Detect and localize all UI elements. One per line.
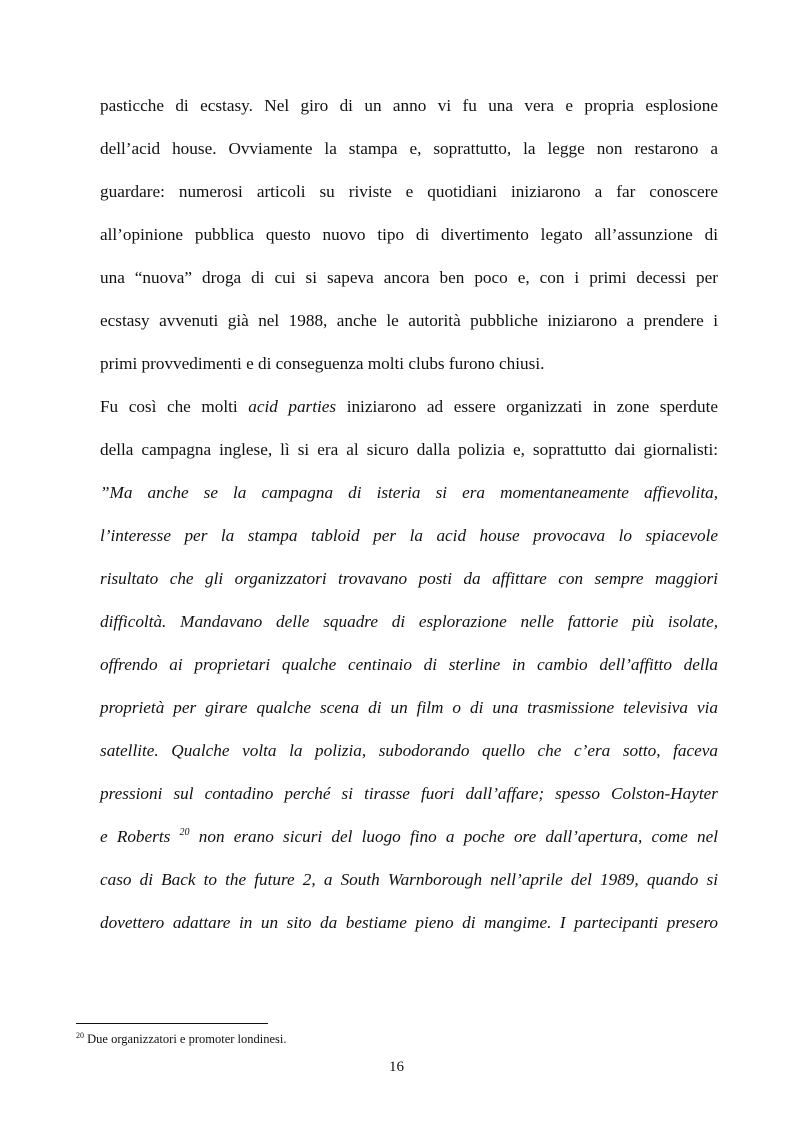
quote-line: satellite. Qualche volta la polizia, subodorando quello che c’era sotto, faceva (100, 741, 718, 760)
footnote (76, 1031, 286, 1047)
footnote-separator (76, 1023, 268, 1024)
quote-line: l’interesse per la stampa tabloid per la acid house provocava lo spiacevole (100, 526, 718, 545)
text-line: primi provvedimenti e di conseguenza molti clubs furono chiusi. (100, 354, 545, 373)
footnote-mark: 20 (76, 1031, 84, 1040)
text-line: all’opinione pubblica questo nuovo tipo di divertimento legato all’assunzione di (100, 225, 718, 244)
quote-line: caso di Back to the future 2, a South Warnborough nell’aprile del 1989, quando si (100, 870, 718, 889)
quote-line: dovettero adattare in un sito da bestiame pieno di mangime. I partecipanti presero (100, 913, 718, 932)
text-line: pasticche di ecstasy. Nel giro di un anno vi fu una vera e propria esplosione (100, 96, 718, 115)
text-run: iniziarono ad essere organizzati in zone sperdute (346, 397, 719, 416)
page-number: 16 (389, 1059, 404, 1075)
text-run: Fu così che molti (100, 397, 238, 416)
quote-line (100, 827, 718, 847)
text-line: della campagna inglese, lì si era al sicuro dalla polizia e, soprattutto dai giornalisti: (100, 440, 718, 459)
text-line: ecstasy avvenuti già nel 1988, anche le autorità pubbliche iniziarono a prendere i (100, 311, 718, 330)
text-line: una “nuova” droga di cui si sapeva ancora ben poco e, con i primi decessi per (100, 268, 718, 287)
footnote-ref: 20 (179, 827, 190, 838)
quote-line: offrendo ai proprietari qualche centinaio di sterline in cambio dell’affitto della (100, 655, 718, 674)
text-line (100, 397, 718, 417)
text-run: non erano sicuri del luogo fino a poche ore dall’apertura, come nel (198, 827, 719, 846)
quote-line: ”Ma anche se la campagna di isteria si era momentaneamente affievolita, (100, 483, 718, 502)
quote-line: proprietà per girare qualche scena di un film o di una trasmissione televisiva via (100, 698, 718, 717)
quote-line: pressioni sul contadino perché si tirasse fuori dall’affare; spesso Colston-Hayter (100, 784, 718, 803)
quote-line: difficoltà. Mandavano delle squadre di esplorazione nelle fattorie più isolate, (100, 612, 718, 631)
text-run: e Roberts (100, 827, 171, 846)
footnote-text: Due organizzatori e promoter londinesi. (87, 1032, 287, 1046)
text-line: guardare: numerosi articoli su riviste e quotidiani iniziarono a far conoscere (100, 182, 718, 201)
quote-line: risultato che gli organizzatori trovavano posti da affittare con sempre maggiori (100, 569, 718, 588)
text-run-italic: acid parties (248, 397, 337, 416)
text-line: dell’acid house. Ovviamente la stampa e, soprattutto, la legge non restarono a (100, 139, 718, 158)
